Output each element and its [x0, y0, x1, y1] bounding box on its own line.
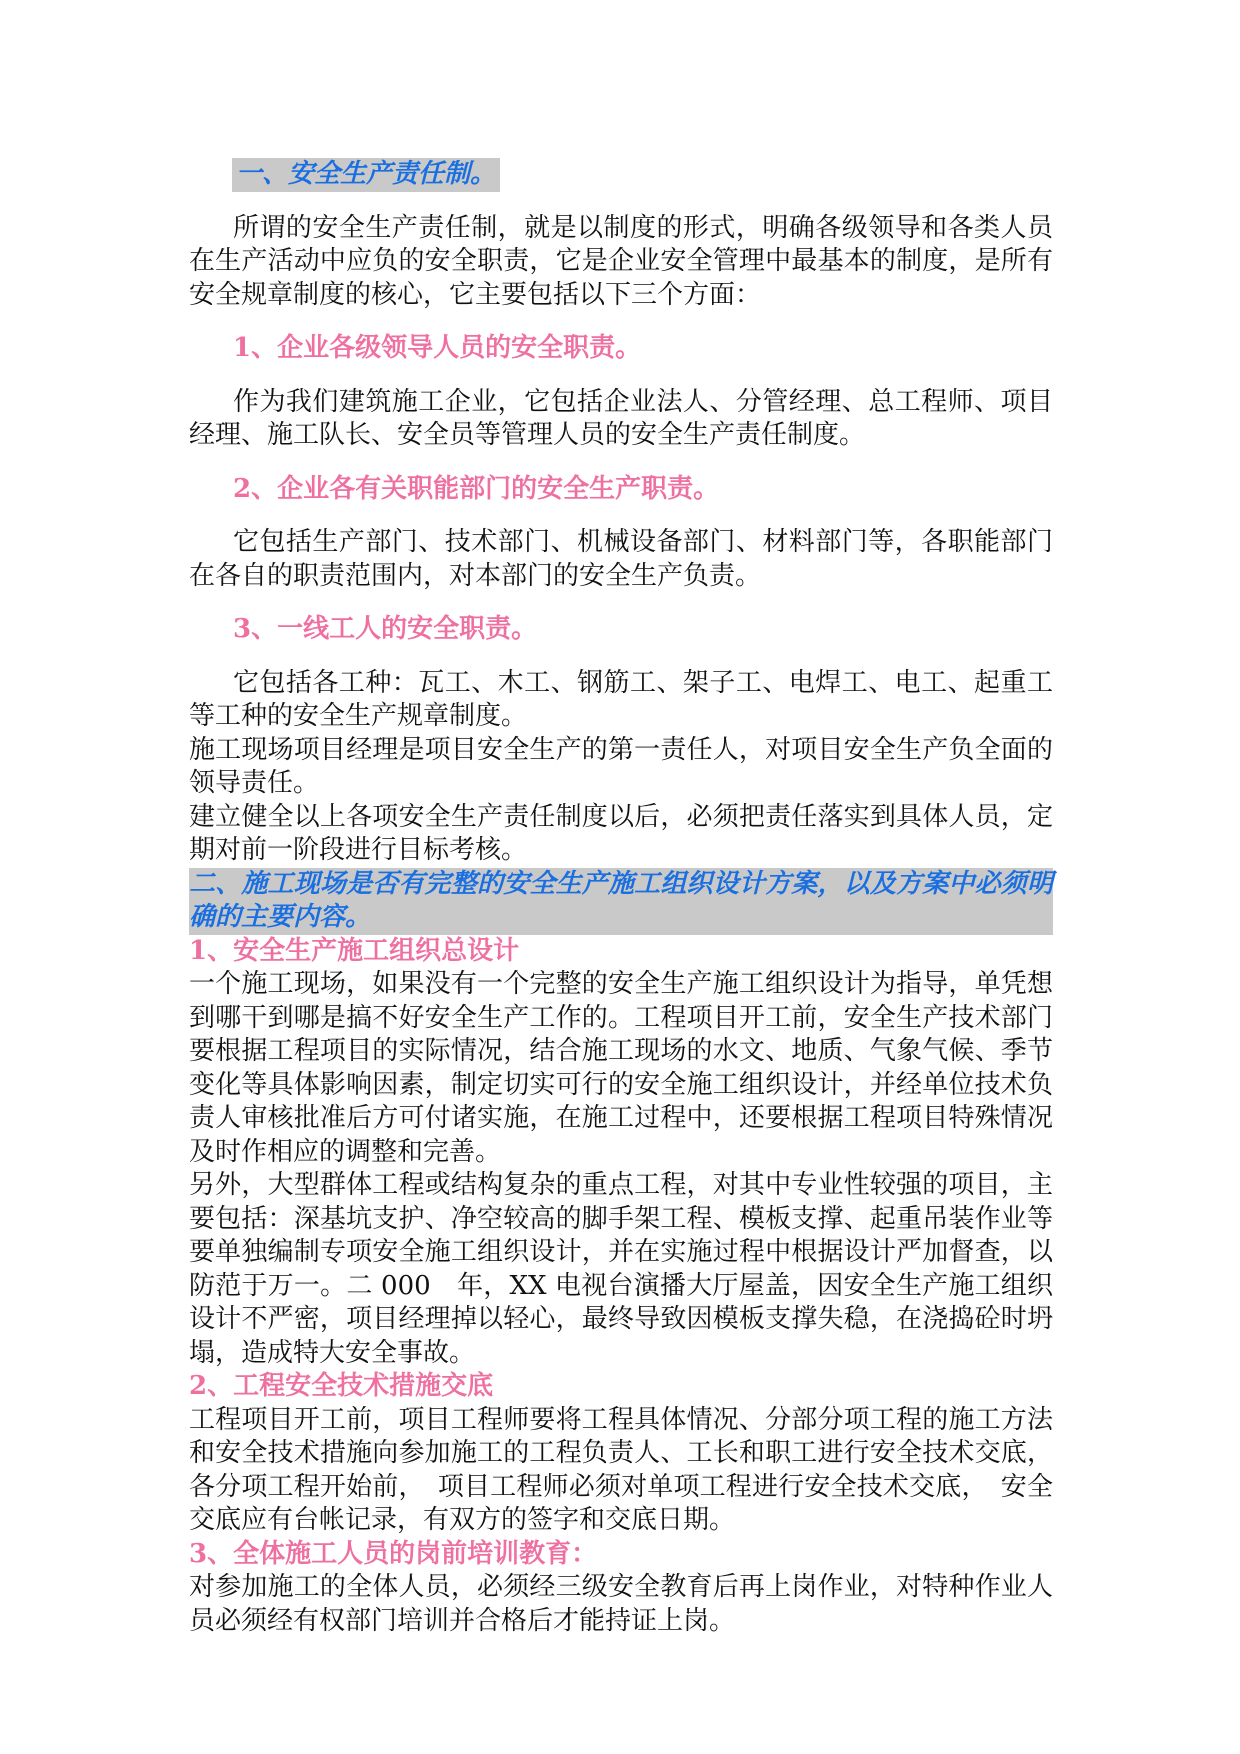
section2-sub3-p: 对参加施工的全体人员，必须经三级安全教育后再上岗作业，对特种作业人员必须经有权部门培训并合格后才能持证上岗。: [189, 1572, 1053, 1636]
section1-item3-body: 它包括各工种：瓦工、木工、钢筋工、架子工、电焊工、电工、起重工等工种的安全生产规章制度。: [189, 667, 1053, 731]
section1-item2-title: 2、企业各有关职能部门的安全生产职责。: [233, 473, 720, 504]
section2-sub2-title: 2、工程安全技术措施交底: [189, 1371, 494, 1401]
section1-item2-body: 它包括生产部门、技术部门、机械设备部门、材料部门等，各职能部门在各自的职责范围内，对本部门的安全生产负责。: [189, 527, 1053, 591]
section1-item1-title: 1、企业各级领导人员的安全职责。: [233, 333, 642, 363]
section2-sub1-p1: 一个施工现场，如果没有一个完整的安全生产施工组织设计为指导，单凭想到哪干到哪是搞不好安全生产工作的。工程项目开工前，安全生产技术部门要根据工程项目的实际情况，结合施工现场的水文、地质、气象气候、季节变化等具体影响因素，制定切实可行的安全施工组织设计，并经单位技术负责人审核批准后方可付诸实施，在施工过程中，还要根据工程项目特殊情况及时作相应的调整和完善。: [189, 969, 1053, 1167]
section1-intro: 所谓的安全生产责任制，就是以制度的形式，明确各级领导和各类人员在生产活动中应负的安全职责，它是企业安全管理中最基本的制度，是所有安全规章制度的核心，它主要包括以下三个方面：: [189, 212, 1053, 310]
section1-heading-wrap: [232, 158, 1053, 192]
section2-sub2-p: 工程项目开工前，项目工程师要将工程具体情况、分部分项工程的施工方法和安全技术措施向参加施工的工程负责人、工长和职工进行安全技术交底，各分项工程开始前， 项目工程师必须对单项工程进行安全技术交底， 安全交底应有台帐记录，有双方的签字和交底日期。: [189, 1404, 1053, 1535]
section2-sub3-title: 3、全体施工人员的岗前培训教育：: [189, 1538, 598, 1569]
section2-sub1-title: 1、安全生产施工组织总设计: [189, 935, 520, 966]
section1-extra1: 施工现场项目经理是项目安全生产的第一责任人，对项目安全生产负全面的领导责任。: [189, 734, 1053, 798]
section2-sub1-p2: 另外，大型群体工程或结构复杂的重点工程，对其中专业性较强的项目，主要包括：深基坑支护、净空较高的脚手架工程、模板支撑、起重吊装作业等要单独编制专项安全施工组织设计，并在实施过程中根据设计严加督查，以防范于万一。二 000 年，XX 电视台演播大厅屋盖，因安全生产施工组织设计不严密，项目经理掉以轻心，最终导致因模板支撑失稳，在浇捣砼时坍塌，造成特大安全事故。: [189, 1170, 1053, 1368]
section1-item3-title: 3、一线工人的安全职责。: [233, 614, 538, 644]
section1-item1-body: 作为我们建筑施工企业，它包括企业法人、分管经理、总工程师、项目经理、施工队长、安全员等管理人员的安全生产责任制度。: [189, 386, 1053, 450]
section2-heading: 二、施工现场是否有完整的安全生产施工组织设计方案，以及方案中必须明确的主要内容。: [189, 868, 1053, 935]
document-content: [189, 158, 1053, 1638]
section1-extra2: 建立健全以上各项安全生产责任制度以后，必须把责任落实到具体人员，定期对前一阶段进行目标考核。: [189, 801, 1053, 865]
section1-heading: 一、安全生产责任制。: [232, 158, 500, 192]
